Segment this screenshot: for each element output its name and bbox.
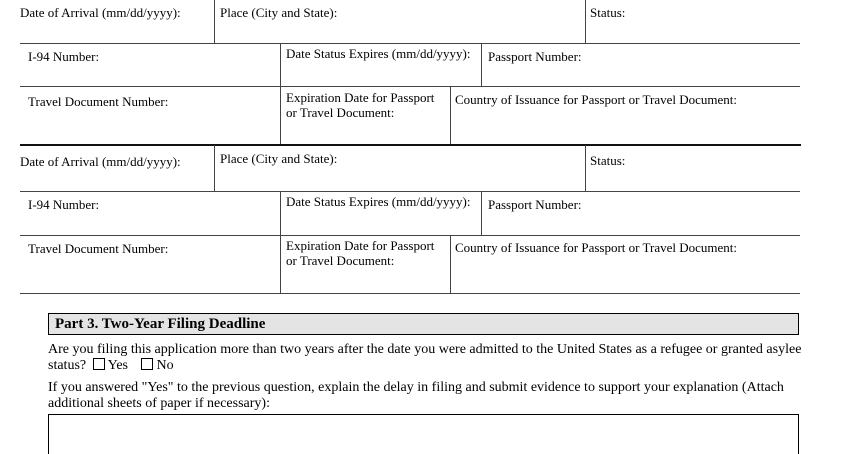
section-divider <box>20 144 801 146</box>
place-field[interactable] <box>220 22 580 42</box>
status-label: Status: <box>590 153 626 168</box>
two-year-question-line2 <box>48 358 174 374</box>
country-of-issuance-field[interactable] <box>455 258 798 292</box>
country-of-issuance-label: Country of Issuance for Passport or Travel Document: <box>455 240 737 255</box>
date-of-arrival-label: Date of Arrival (mm/dd/yyyy): <box>20 5 181 20</box>
expiration-date-field[interactable] <box>286 270 446 292</box>
date-of-arrival-field[interactable] <box>20 170 212 190</box>
travel-document-number-field[interactable] <box>28 112 276 142</box>
expiration-date-label-line2: or Travel Document: <box>286 253 395 268</box>
explain-delay-line1: If you answered "Yes" to the previous question, explain the delay in filing and submit evidence to support your explanation (Attach <box>48 380 784 395</box>
passport-number-field[interactable] <box>488 214 798 234</box>
i94-number-field[interactable] <box>28 214 276 234</box>
travel-document-number-label: Travel Document Number: <box>28 241 169 256</box>
place-label: Place (City and State): <box>220 151 338 166</box>
country-of-issuance-label: Country of Issuance for Passport or Travel Document: <box>455 92 737 107</box>
explain-delay-textarea[interactable] <box>48 414 799 454</box>
date-status-expires-label: Date Status Expires (mm/dd/yyyy): <box>286 46 471 61</box>
expiration-date-label-line1: Expiration Date for Passport <box>286 90 435 105</box>
no-label: No <box>156 358 174 373</box>
explain-delay-line2: additional sheets of paper if necessary): <box>48 396 270 411</box>
expiration-date-field[interactable] <box>286 122 446 142</box>
yes-checkbox[interactable] <box>93 358 105 370</box>
part3-title: Part 3. Two-Year Filing Deadline <box>55 316 266 332</box>
date-status-expires-field[interactable] <box>286 66 476 86</box>
two-year-question-line1: Are you filing this application more than two years after the date you were admitted to the United States as a refugee or granted asylee <box>48 342 802 357</box>
expiration-date-label-line1: Expiration Date for Passport <box>286 238 435 253</box>
passport-number-label: Passport Number: <box>488 49 582 64</box>
country-of-issuance-field[interactable] <box>455 110 798 142</box>
status-field[interactable] <box>590 22 798 42</box>
i94-number-field[interactable] <box>28 66 276 86</box>
travel-document-number-field[interactable] <box>28 258 276 292</box>
i94-number-label: I-94 Number: <box>28 197 100 212</box>
passport-number-field[interactable] <box>488 66 798 86</box>
expiration-date-label-line2: or Travel Document: <box>286 105 395 120</box>
travel-document-number-label: Travel Document Number: <box>28 94 169 109</box>
i94-number-label: I-94 Number: <box>28 49 100 64</box>
status-label: Status: <box>590 5 626 20</box>
date-of-arrival-field[interactable] <box>20 22 212 42</box>
passport-number-label: Passport Number: <box>488 197 582 212</box>
date-of-arrival-label: Date of Arrival (mm/dd/yyyy): <box>20 154 181 169</box>
place-field[interactable] <box>220 170 580 190</box>
two-year-question-status-text: status? <box>48 358 87 373</box>
status-field[interactable] <box>590 170 798 190</box>
part3-header <box>48 313 799 335</box>
yes-label: Yes <box>107 358 128 373</box>
no-checkbox[interactable] <box>141 358 153 370</box>
date-status-expires-label: Date Status Expires (mm/dd/yyyy): <box>286 194 471 209</box>
place-label: Place (City and State): <box>220 5 338 20</box>
date-status-expires-field[interactable] <box>286 214 476 234</box>
